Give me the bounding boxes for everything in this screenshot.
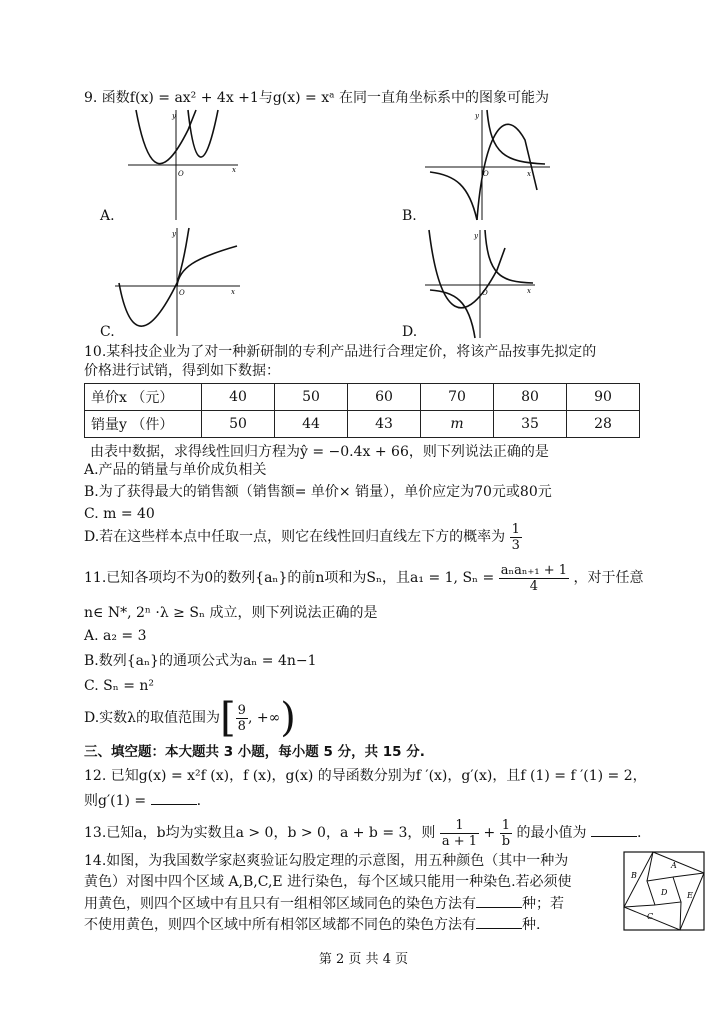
graph-d-y-label: y (474, 232, 478, 240)
zhao-shuang-diagram (623, 851, 705, 931)
graph-a-y-label: y (172, 112, 176, 120)
page-footer: 第 2 页 共 4 页 (318, 952, 409, 967)
table-cell: 单价x （元） (85, 384, 202, 411)
q12-line2-text: 则g′(1) = (84, 793, 147, 809)
q12-line1: 12. 已知g(x) = x²f (x)，f (x)，g(x) 的导函数分别为f ′(x)，g′(x)，且f (1) = f ′(1) = 2， (84, 768, 647, 784)
q12-answer-blank (151, 790, 197, 805)
q11-option-b: B.数列{aₙ}的通项公式为aₙ = 4n−1 (84, 653, 317, 669)
table-row (85, 411, 640, 438)
table-cell: 50 (275, 384, 348, 411)
region-c-label: C (647, 912, 654, 921)
q13-fraction-1 (440, 818, 479, 849)
q13-line (84, 815, 641, 851)
q10-stem-line2: 价格进行试销，得到如下数据： (84, 363, 280, 379)
q13-pre: 13.已知a，b均为实数且a > 0，b > 0，a + b = 3，则 (84, 825, 436, 841)
table-cell: 44 (275, 411, 348, 438)
graph-d (425, 230, 535, 338)
table-cell: 35 (494, 411, 567, 438)
q13-fraction-2 (500, 818, 512, 849)
graph-c-x-label: x (231, 288, 235, 296)
graph-c-origin: O (179, 289, 185, 297)
q10-option-b: B.为了获得最大的销售额（销售额= 单价× 销量），单价应定为70元或80元 (84, 484, 552, 500)
q11-option-c: C. Sₙ = n² (84, 678, 155, 694)
q10-option-d (84, 520, 522, 554)
table-cell: 80 (494, 384, 567, 411)
q11-stem (84, 560, 643, 596)
region-e-label: E (687, 891, 693, 900)
graph-b-x-label: x (527, 170, 531, 178)
q11-option-d-post: , +∞ (247, 710, 281, 726)
q11-option-a: A. a₂ = 3 (84, 628, 147, 644)
graph-b-origin: O (483, 170, 489, 178)
graph-a-origin: O (178, 170, 184, 178)
graph-c-y-label: y (172, 230, 176, 238)
table-cell: m (421, 411, 494, 438)
graph-d-x-label: x (527, 287, 531, 295)
table-row (85, 384, 640, 411)
q14-line4-text: 不使用黄色，则四个区域中所有相邻区域都不同色的染色方法有 (84, 917, 476, 933)
region-b-label: B (631, 871, 637, 880)
q14-line3 (84, 893, 564, 914)
q11-stem-a: 11.已知各项均不为0的数列{aₙ}的前n项和为Sₙ，且a₁ = 1, Sₙ = (84, 570, 495, 586)
q13-post: 的最小值为 (516, 825, 587, 841)
fraction-denominator: 4 (529, 578, 538, 594)
q10-option-a: A.产品的销量与单价成负相关 (84, 462, 267, 478)
table-cell: 28 (567, 411, 640, 438)
region-d-label: D (661, 888, 668, 897)
q13-plus: + (483, 825, 496, 841)
q11-line2: n∈ N*, 2ⁿ ·λ ≥ Sₙ 成立，则下列说法正确的是 (84, 605, 378, 621)
q11-option-d-text: D.实数λ的取值范围为 (84, 710, 221, 726)
q10-option-d-fraction (510, 522, 522, 553)
table-cell: 43 (348, 411, 421, 438)
q9-stem: 9. 函数f(x) = ax² + 4x +1与g(x) = xᵃ 在同一直角坐标系中的图象可能为 (84, 90, 549, 106)
q10-option-d-text: D.若在这些样本点中任取一点，则它在线性回归直线左下方的概率为 (84, 529, 506, 545)
table-cell: 40 (202, 384, 275, 411)
fraction-numerator: aₙaₙ₊₁ + 1 (500, 562, 567, 578)
q10-option-c: C. m = 40 (84, 506, 155, 522)
q12-line2 (84, 790, 201, 811)
q10-regression: 由表中数据，求得线性回归方程为ŷ = −0.4x + 66，则下列说法正确的是 (90, 444, 549, 460)
q10-stem-line1: 10.某科技企业为了对一种新研制的专利产品进行合理定价，将该产品按事先拟定的 (84, 344, 597, 360)
q14-answer-blank-1 (476, 893, 522, 908)
option-b-label: B. (402, 208, 417, 224)
q11-sn-fraction (499, 563, 569, 594)
option-a-label: A. (100, 208, 115, 224)
graph-b-y-label: y (475, 112, 479, 120)
q12-line2-end: . (196, 793, 202, 809)
q11-stem-b: ，对于任意 (573, 570, 644, 586)
region-a-label: A (671, 861, 677, 870)
graph-b (425, 110, 550, 220)
q14-line4-end: 种. (522, 917, 541, 933)
fraction-denominator: a + 1 (441, 833, 478, 849)
graph-d-origin: O (482, 289, 488, 297)
graph-a (128, 110, 238, 220)
fraction-numerator: 9 (237, 702, 246, 718)
fraction-numerator: 1 (511, 521, 520, 537)
graph-c (115, 228, 240, 336)
fraction-denominator: 8 (237, 718, 246, 734)
fraction-denominator: b (501, 833, 511, 849)
table-cell: 60 (348, 384, 421, 411)
q14-line3-text: 用黄色，则四个区域中有且只有一组相邻区域同色的染色方法有 (84, 896, 476, 912)
q14-line4 (84, 914, 540, 935)
table-cell: 70 (421, 384, 494, 411)
table-cell: 90 (567, 384, 640, 411)
q14-line1: 14.如图，为我国数学家赵爽验证勾股定理的示意图，用五种颜色（其中一种为 (84, 853, 569, 869)
q14-line2: 黄色）对图中四个区域 A,B,C,E 进行染色，每个区域只能用一种染色.若必须使 (84, 874, 572, 890)
q13-answer-blank (591, 822, 637, 837)
fraction-numerator: 1 (500, 818, 512, 834)
section-3-heading: 三、填空题：本大题共 3 小题，每小题 5 分，共 15 分. (84, 744, 425, 760)
graph-a-x-label: x (232, 166, 236, 174)
q11-option-d: D.实数λ的取值范围为[ $\frac{9}{8}$ , +∞) (84, 695, 296, 741)
table-cell: 销量y （件） (85, 411, 202, 438)
option-d-label: D. (402, 324, 418, 340)
q14-answer-blank-2 (476, 914, 522, 929)
q14-line3-end: 种；若 (522, 896, 564, 912)
q13-end: . (636, 825, 642, 841)
fraction-numerator: 1 (440, 818, 479, 834)
q11-option-d-fraction (236, 703, 248, 734)
fraction-denominator: 3 (511, 537, 520, 553)
table-cell: 50 (202, 411, 275, 438)
sales-table (84, 383, 640, 438)
option-c-label: C. (100, 324, 115, 340)
